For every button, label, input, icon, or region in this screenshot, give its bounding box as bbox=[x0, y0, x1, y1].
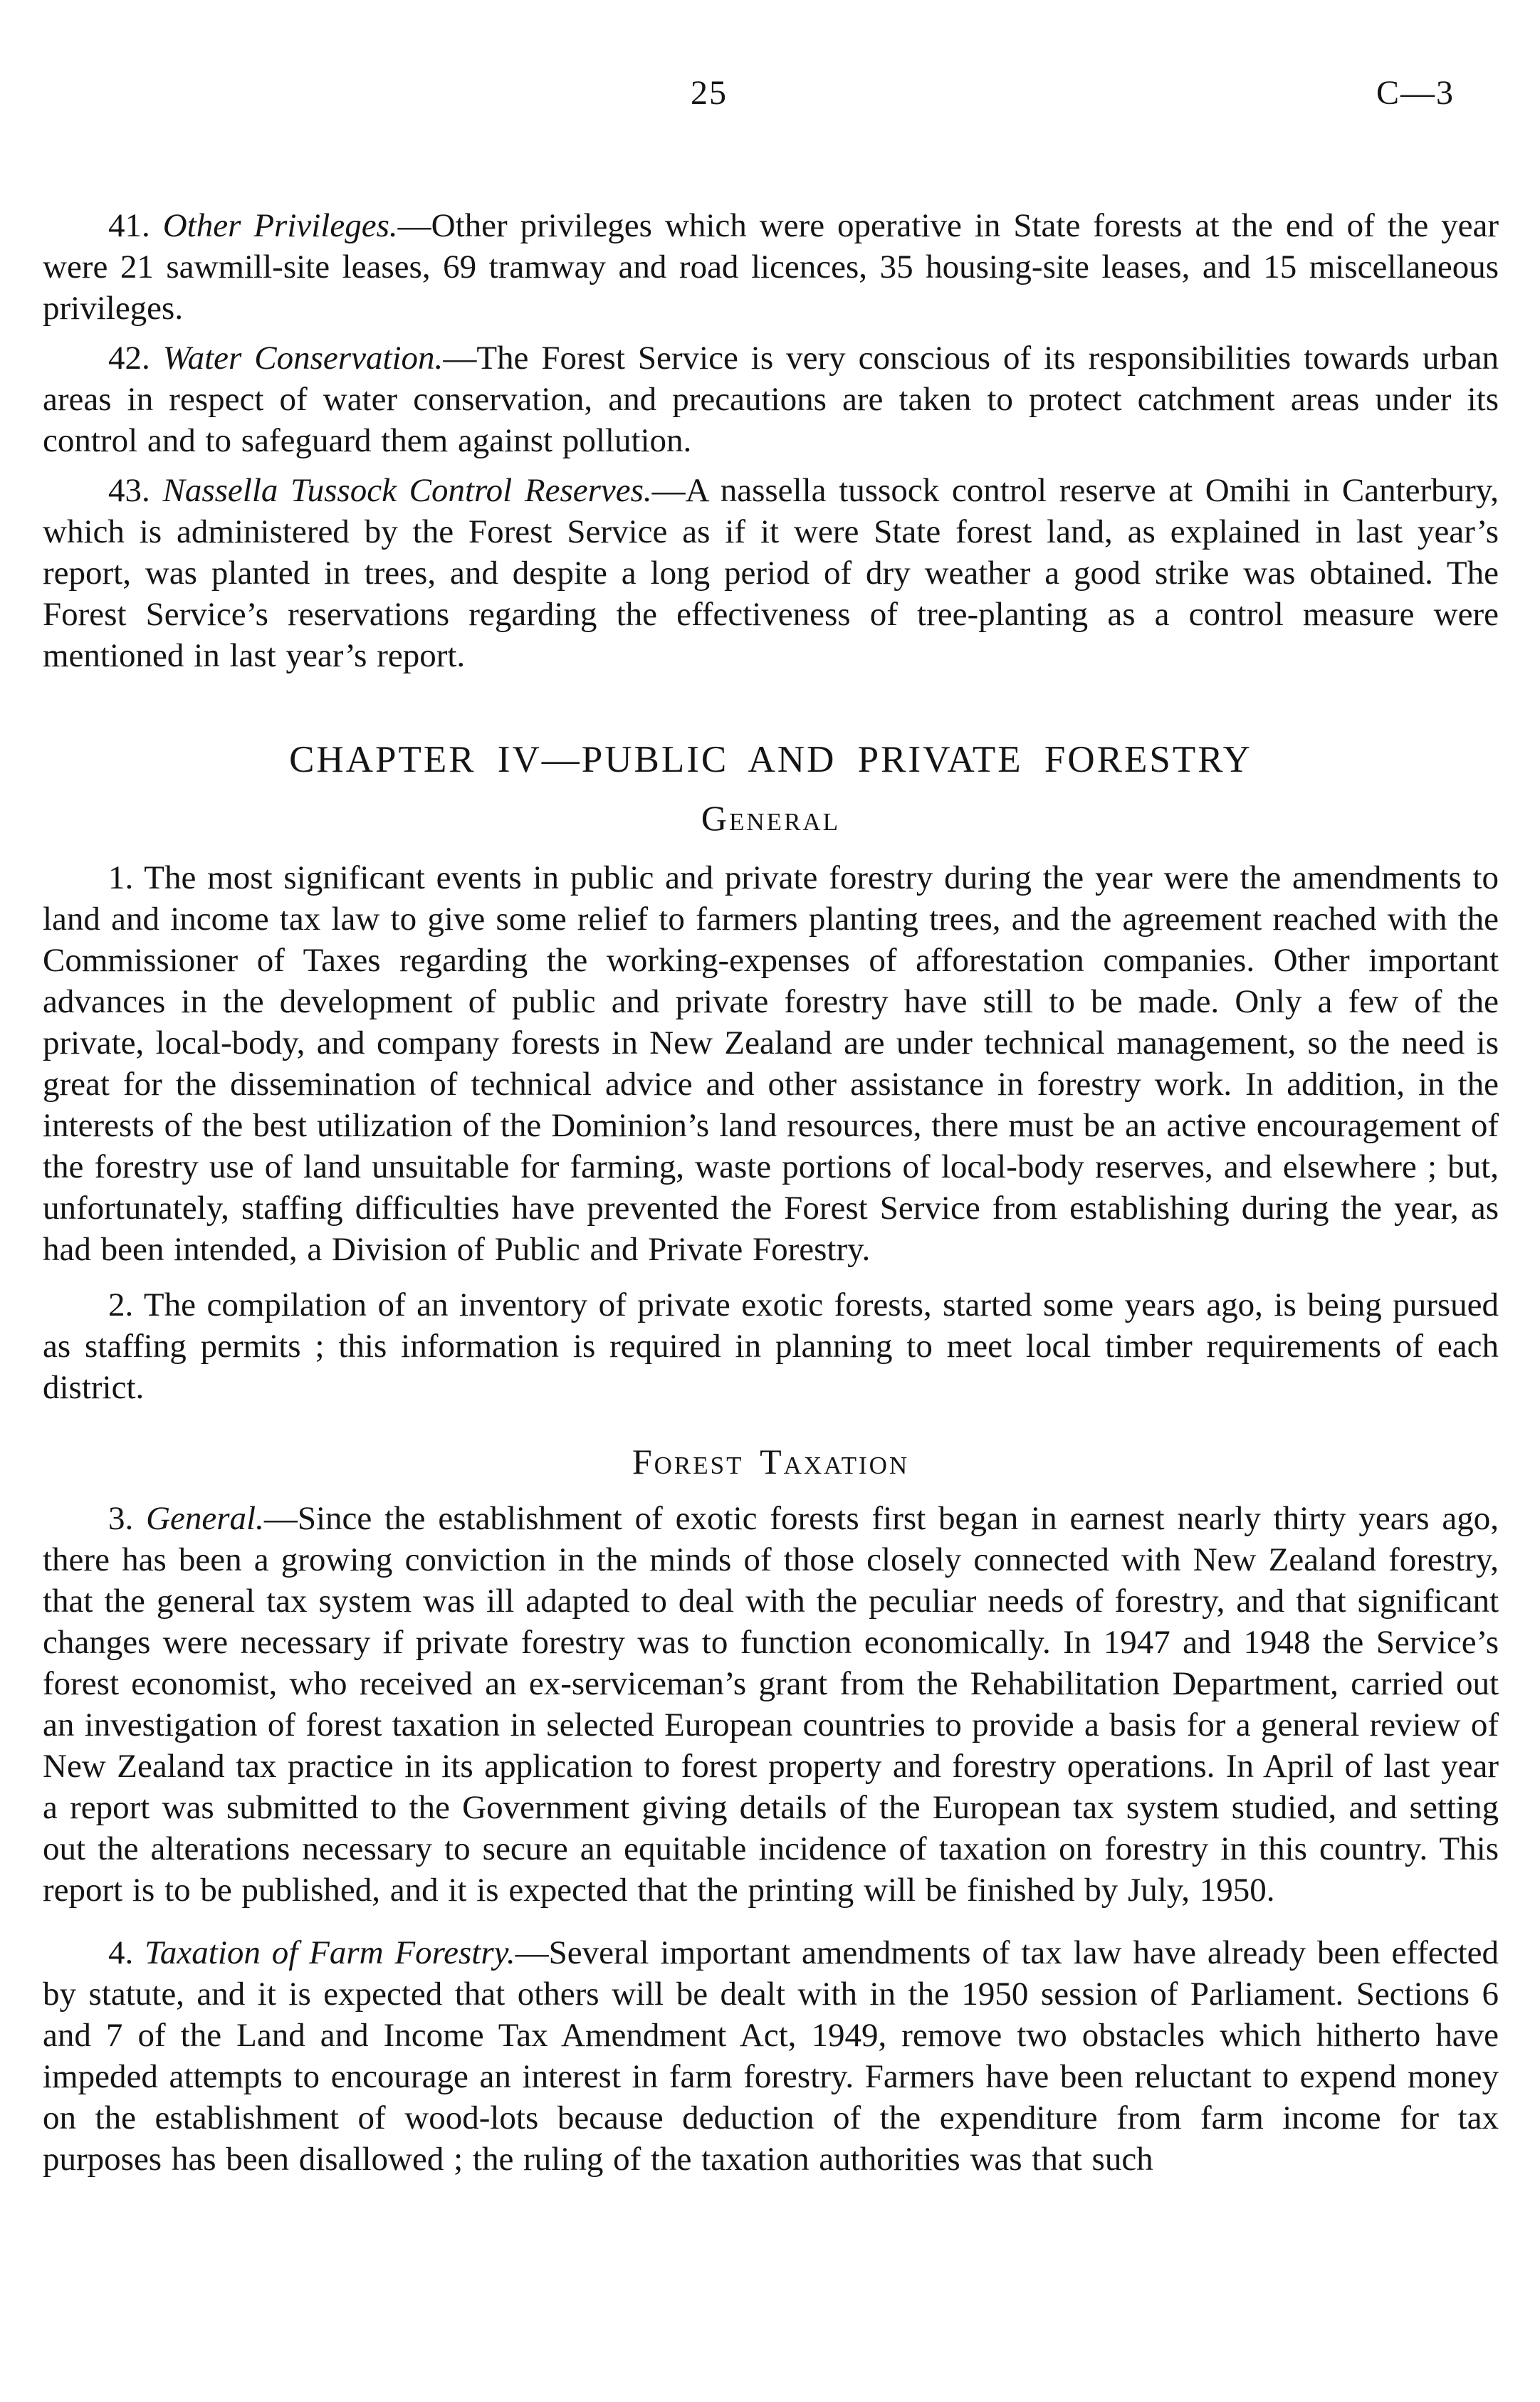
paragraph-number: 43. bbox=[108, 472, 150, 509]
paragraph-42-water-conservation bbox=[43, 337, 1499, 461]
paragraph-title: General. bbox=[146, 1500, 264, 1537]
paragraph-text: —Several important amendments of tax law have already been effected by statute, and it is expected that others will be dealt with in the 1950 session of Parliament. Sections 6 and 7 of the Land and Income Tax Amendment Act, 1949, remove two obstacles which hitherto have impeded attempts to encourage an interest in farm forestry. Farmers have been reluctant to expend money on the establishment of wood-lots because deduction of the expenditure from farm income for tax purposes has been disallowed ; the ruling of the taxation authorities was that such bbox=[43, 1934, 1499, 2178]
paragraph-number: 2. bbox=[108, 1286, 134, 1323]
paragraph-2-inventory bbox=[43, 1284, 1499, 1408]
section-heading-forest-taxation: Forest Taxation bbox=[632, 1442, 910, 1481]
paragraph-title: Nassella Tussock Control Reserves. bbox=[162, 472, 652, 509]
folio-reference: C—3 bbox=[1376, 74, 1455, 112]
chapter-title: CHAPTER IV—PUBLIC AND PRIVATE FORESTRY bbox=[289, 739, 1252, 780]
paragraph-text: The most significant events in public and private forestry during the year were the amendments to land and income tax law to give some relief to farmers planting trees, and the agreement reached with the Commissioner of Taxes regarding the working-expenses of afforestation companies. Other important advances in the development of public and private forestry have still to be made. Only a few of the private, local-body, and company forests in New Zealand are under technical management, so the need is great for the dissemination of technical advice and other assistance in forestry work. In addition, in the interests of the best utilization of the Dominion’s land resources, there must be an active encouragement of the forestry use of land unsuitable for farming, waste portions of local-body reserves, and elsewhere ; but, unfortunately, staffing difficulties have prevented the Forest Service from establishing during the year, as had been intended, a Division of Public and Private Forestry. bbox=[43, 859, 1499, 1268]
paragraph-number: 4. bbox=[108, 1934, 134, 1971]
paragraph-1-general-events bbox=[43, 857, 1499, 1270]
paragraph-text: —A nassella tussock control reserve at Omihi in Canterbury, which is administered by the Forest Service as if it were State forest land, as explained in last year’s report, was planted in trees, and despite a long period of dry weather a good strike was obtained. The Forest Service’s reservations regarding the effectiveness of tree-planting as a control measure were mentioned in last year’s report. bbox=[43, 472, 1499, 674]
paragraph-number: 41. bbox=[108, 207, 150, 244]
section-heading-general: General bbox=[701, 798, 841, 838]
paragraph-43-nassella-tussock bbox=[43, 470, 1499, 676]
paragraph-number: 1. bbox=[108, 859, 134, 896]
paragraph-number: 42. bbox=[108, 340, 150, 377]
paragraph-text: —The Forest Service is very conscious of its responsibilities towards urban areas in respect of water conservation, and precautions are taken to protect catchment areas under its control and to safeguard them against pollution. bbox=[43, 340, 1499, 459]
page-number: 25 bbox=[691, 74, 728, 112]
paragraph-41-other-privileges bbox=[43, 205, 1499, 329]
paragraph-number: 3. bbox=[108, 1500, 134, 1537]
paragraph-text: —Since the establishment of exotic forests first began in earnest nearly thirty years ago, there has been a growing conviction in the minds of those closely connected with New Zealand forestry, that the general tax system was ill adapted to deal with the peculiar needs of forestry, and that significant changes were necessary if private forestry was to function economically. In 1947 and 1948 the Service’s forest economist, who received an ex-serviceman’s grant from the Rehabilitation Department, carried out an investigation of forest taxation in selected European countries to provide a basis for a general review of New Zealand tax practice in its application to forest property and forestry operations. In April of last year a report was submitted to the Government giving details of the European tax system studied, and setting out the alterations necessary to secure an equitable incidence of taxation on forestry in this country. This report is to be published, and it is expected that the printing will be finished by July, 1950. bbox=[43, 1500, 1499, 1909]
paragraph-title: Other Privileges. bbox=[162, 207, 398, 244]
paragraph-title: Taxation of Farm Forestry. bbox=[145, 1934, 515, 1971]
paragraph-text: —Other privileges which were operative in State forests at the end of the year were 21 sawmill-site leases, 69 tramway and road licences, 35 housing-site leases, and 15 miscellaneous privileges. bbox=[43, 207, 1499, 327]
paragraph-4-farm-forestry-taxation bbox=[43, 1932, 1499, 2180]
paragraph-3-general-taxation bbox=[43, 1498, 1499, 1911]
page-header bbox=[43, 73, 1499, 118]
paragraph-title: Water Conservation. bbox=[162, 340, 444, 377]
paragraph-text: The compilation of an inventory of private exotic forests, started some years ago, is being pursued as staffing permits ; this information is required in planning to meet local timber requirements of each district. bbox=[43, 1286, 1499, 1406]
